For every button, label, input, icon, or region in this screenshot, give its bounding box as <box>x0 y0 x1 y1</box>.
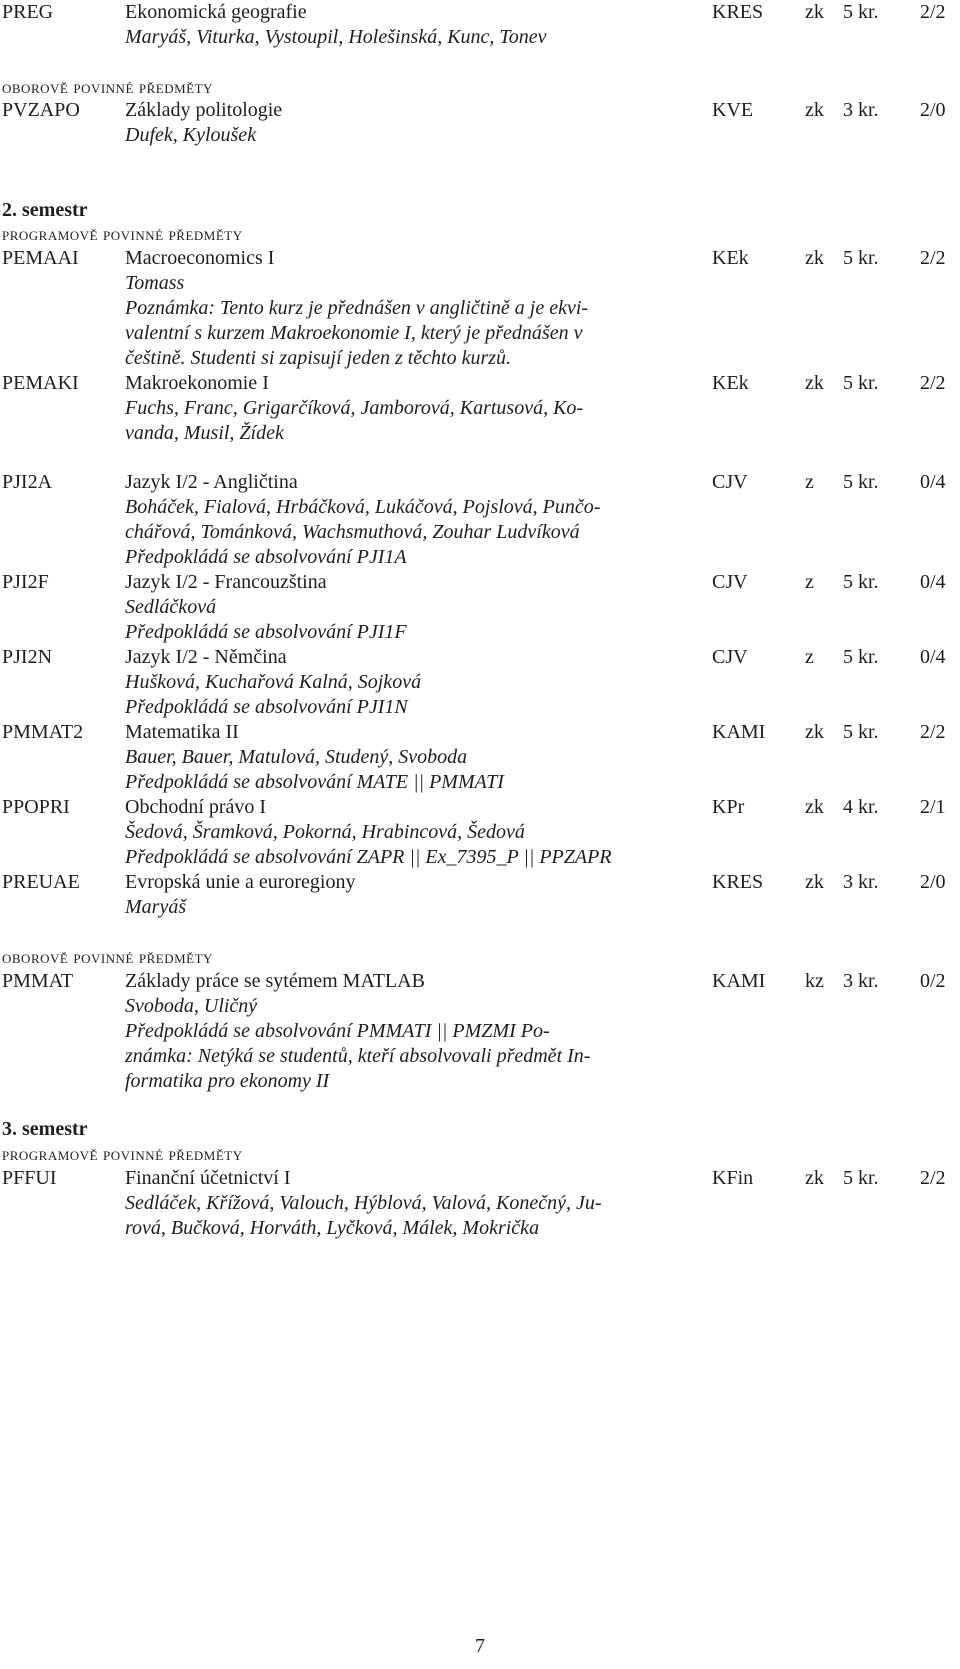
course-exam-type: zk <box>805 99 824 121</box>
course-prerequisite: Předpokládá se absolvování PJI1A <box>125 546 407 568</box>
course-credits: 3 kr. <box>843 99 879 121</box>
course-title: Finanční účetnictví I <box>125 1167 291 1189</box>
course-teachers: Maryáš, Viturka, Vystoupil, Holešinská, Kunc, Tonev <box>125 26 547 48</box>
course-hours: 2/2 <box>920 721 946 743</box>
course-code: PJI2F <box>2 571 49 593</box>
course-hours: 0/4 <box>920 646 946 668</box>
course-hours: 2/0 <box>920 99 946 121</box>
course-prerequisite: Předpokládá se absolvování PJI1F <box>125 621 407 643</box>
course-prerequisite: Předpokládá se absolvování ZAPR || Ex_7395_P || PPZAPR <box>125 846 612 868</box>
course-prerequisite: Předpokládá se absolvování MATE || PMMATI <box>125 771 504 793</box>
course-exam-type: z <box>805 471 814 493</box>
course-department: KPr <box>712 796 745 818</box>
course-credits: 5 kr. <box>843 1167 879 1189</box>
course-teachers: Svoboda, Uličný <box>125 995 258 1017</box>
semester-heading: 2. semestr <box>2 199 88 221</box>
course-title: Ekonomická geografie <box>125 1 307 23</box>
course-title: Macroeconomics I <box>125 247 275 269</box>
course-exam-type: zk <box>805 871 824 893</box>
course-department: CJV <box>712 646 748 668</box>
course-exam-type: zk <box>805 721 824 743</box>
course-note: Předpokládá se absolvování PMMATI || PMZMI Po- <box>125 1020 550 1042</box>
course-credits: 3 kr. <box>843 970 879 992</box>
course-exam-type: z <box>805 646 814 668</box>
course-title: Základy práce se sytémem MATLAB <box>125 970 425 992</box>
course-department: KRES <box>712 1 764 23</box>
course-teachers: chářová, Tománková, Wachsmuthová, Zouhar Ludvíková <box>125 521 580 543</box>
course-exam-type: zk <box>805 372 824 394</box>
semester-heading: 3. semestr <box>2 1118 88 1140</box>
course-department: KEk <box>712 372 749 394</box>
course-code: PFFUI <box>2 1167 57 1189</box>
course-code: PMMAT <box>2 970 74 992</box>
course-note: formatika pro ekonomy II <box>125 1070 330 1092</box>
course-code: PEMAKI <box>2 372 79 394</box>
course-title: Jazyk I/2 - Němčina <box>125 646 287 668</box>
course-exam-type: kz <box>805 970 824 992</box>
course-department: KRES <box>712 871 764 893</box>
course-exam-type: zk <box>805 796 824 818</box>
course-code: PREG <box>2 1 54 23</box>
course-title: Obchodní právo I <box>125 796 267 818</box>
course-department: KEk <box>712 247 749 269</box>
course-exam-type: zk <box>805 1 824 23</box>
page-number: 7 <box>475 1635 485 1657</box>
course-title: Makroekonomie I <box>125 372 269 394</box>
course-exam-type: zk <box>805 247 824 269</box>
course-code: PPOPRI <box>2 796 70 818</box>
course-hours: 0/2 <box>920 970 946 992</box>
course-teachers: Fuchs, Franc, Grigarčíková, Jamborová, Kartusová, Ko- <box>125 397 584 419</box>
course-hours: 2/1 <box>920 796 946 818</box>
course-department: KAMI <box>712 721 766 743</box>
course-code: PEMAAI <box>2 247 79 269</box>
course-credits: 5 kr. <box>843 1 879 23</box>
course-department: CJV <box>712 471 748 493</box>
course-credits: 5 kr. <box>843 372 879 394</box>
section-heading: programově povinné předměty <box>2 224 243 244</box>
course-hours: 2/2 <box>920 247 946 269</box>
course-department: KAMI <box>712 970 766 992</box>
course-teachers: Sedláčková <box>125 596 217 618</box>
course-exam-type: zk <box>805 1167 824 1189</box>
course-credits: 5 kr. <box>843 471 879 493</box>
course-teachers: Dufek, Kyloušek <box>125 124 257 146</box>
course-credits: 3 kr. <box>843 871 879 893</box>
course-code: PJI2N <box>2 646 53 668</box>
course-teachers: Tomass <box>125 272 185 294</box>
course-teachers: Boháček, Fialová, Hrbáčková, Lukáčová, Pojslová, Punčo- <box>125 496 601 518</box>
course-title: Základy politologie <box>125 99 283 121</box>
course-teachers: vanda, Musil, Žídek <box>125 422 284 444</box>
course-hours: 2/2 <box>920 1167 946 1189</box>
course-note: valentní s kurzem Makroekonomie I, který je přednášen v <box>125 322 583 344</box>
course-title: Jazyk I/2 - Francouzština <box>125 571 327 593</box>
course-title: Matematika II <box>125 721 239 743</box>
course-code: PVZAPO <box>2 99 80 121</box>
course-hours: 0/4 <box>920 471 946 493</box>
course-code: PJI2A <box>2 471 53 493</box>
course-exam-type: z <box>805 571 814 593</box>
course-note: známka: Netýká se studentů, kteří absolvovali předmět In- <box>125 1045 591 1067</box>
course-department: KVE <box>712 99 754 121</box>
course-prerequisite: Předpokládá se absolvování PJI1N <box>125 696 408 718</box>
course-department: CJV <box>712 571 748 593</box>
course-teachers: Sedláček, Křížová, Valouch, Hýblová, Valová, Konečný, Ju- <box>125 1192 602 1214</box>
course-credits: 4 kr. <box>843 796 879 818</box>
course-teachers: Bauer, Bauer, Matulová, Studený, Svoboda <box>125 746 468 768</box>
course-credits: 5 kr. <box>843 646 879 668</box>
section-heading: oborově povinné předměty <box>2 947 213 967</box>
course-note: češtině. Studenti si zapisují jeden z těchto kurzů. <box>125 347 512 369</box>
course-teachers: Šedová, Šramková, Pokorná, Hrabincová, Šedová <box>125 821 525 843</box>
course-note: Poznámka: Tento kurz je přednášen v angličtině a je ekvi- <box>125 297 589 319</box>
course-teachers: Maryáš <box>125 896 187 918</box>
course-title: Jazyk I/2 - Angličtina <box>125 471 298 493</box>
course-credits: 5 kr. <box>843 721 879 743</box>
course-department: KFin <box>712 1167 754 1189</box>
section-heading: programově povinné předměty <box>2 1144 243 1164</box>
course-code: PMMAT2 <box>2 721 84 743</box>
course-teachers: rová, Bučková, Horváth, Lyčková, Málek, Mokrička <box>125 1217 540 1239</box>
course-hours: 2/0 <box>920 871 946 893</box>
section-heading: oborově povinné předměty <box>2 77 213 97</box>
course-hours: 0/4 <box>920 571 946 593</box>
course-title: Evropská unie a euroregiony <box>125 871 356 893</box>
course-credits: 5 kr. <box>843 247 879 269</box>
course-hours: 2/2 <box>920 1 946 23</box>
course-credits: 5 kr. <box>843 571 879 593</box>
course-teachers: Hušková, Kuchařová Kalná, Sojková <box>125 671 422 693</box>
course-code: PREUAE <box>2 871 80 893</box>
course-hours: 2/2 <box>920 372 946 394</box>
